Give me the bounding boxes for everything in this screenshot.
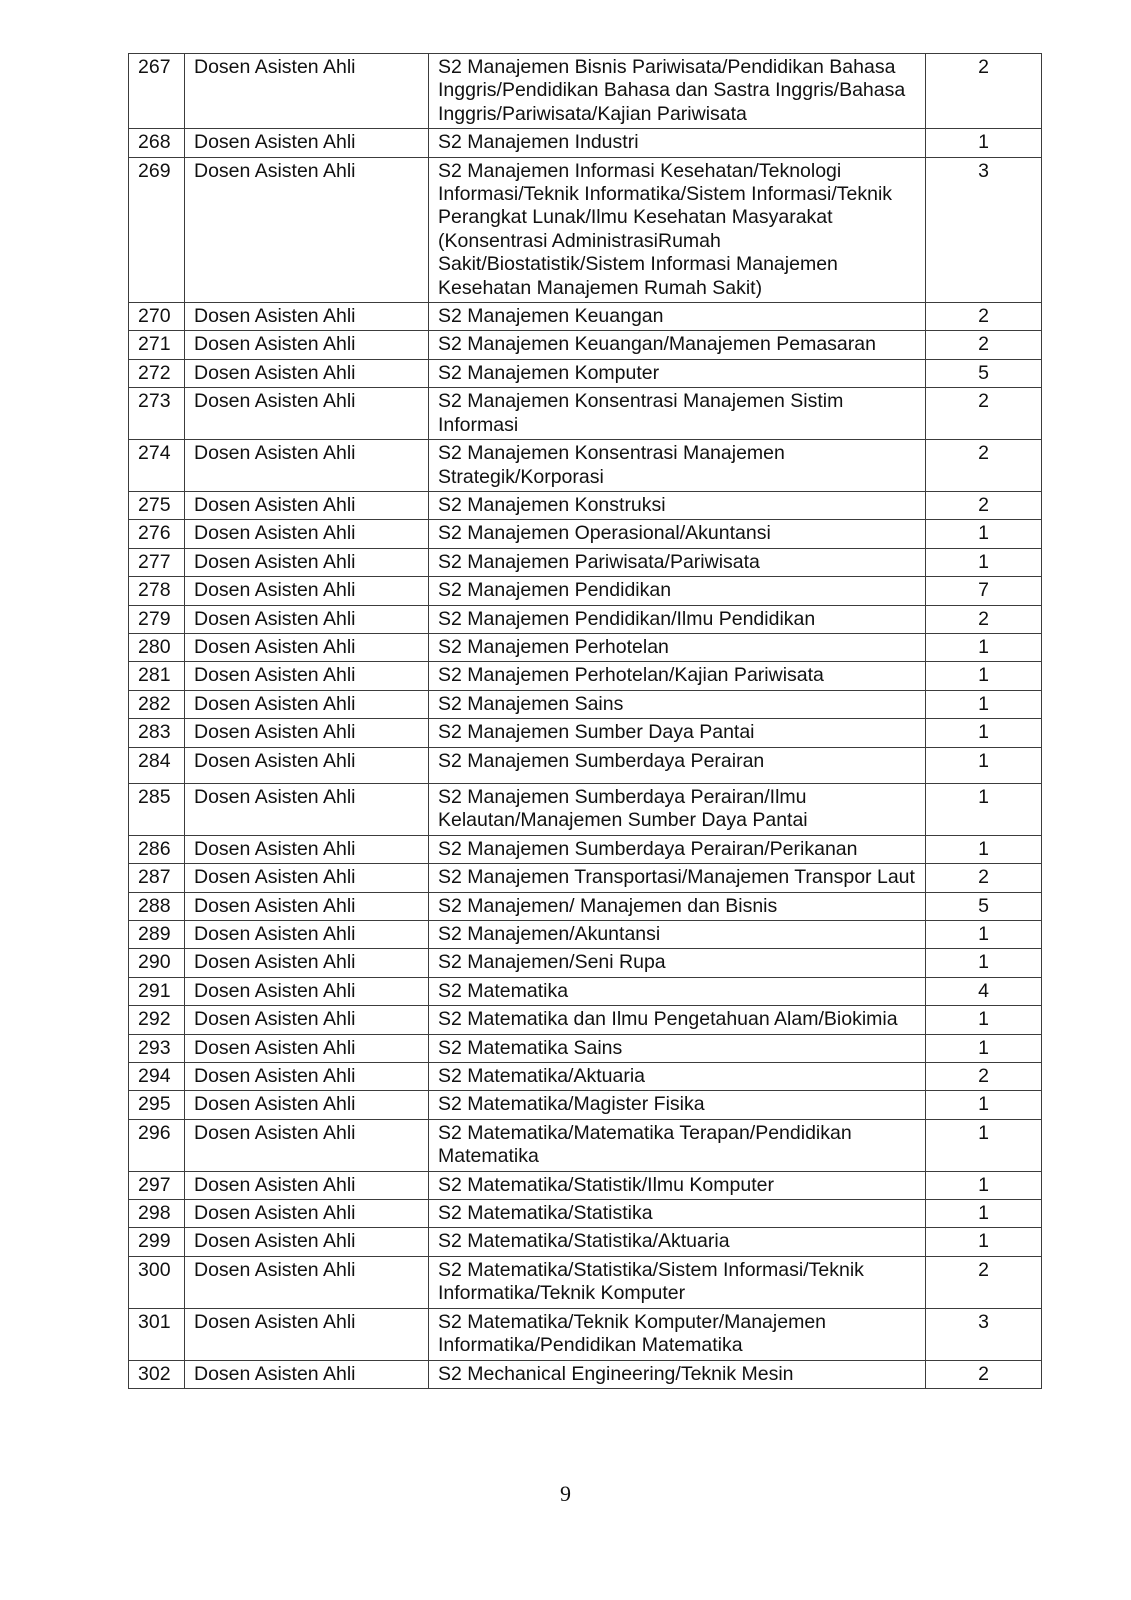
qualification-cell: S2 Manajemen Pariwisata/Pariwisata [429,548,926,576]
count-cell: 2 [926,388,1042,440]
table-row [129,1091,1042,1119]
table-row [129,577,1042,605]
row-number: 288 [129,892,185,920]
position-cell: Dosen Asisten Ahli [185,605,429,633]
row-number: 287 [129,864,185,892]
table-row [129,1119,1042,1171]
qualification-cell: S2 Manajemen/ Manajemen dan Bisnis [429,892,926,920]
row-number: 278 [129,577,185,605]
position-cell: Dosen Asisten Ahli [185,1228,429,1256]
qualification-cell: S2 Manajemen Perhotelan/Kajian Pariwisata [429,662,926,690]
table-row [129,783,1042,835]
table-row [129,719,1042,747]
qualification-cell: S2 Manajemen Industri [429,129,926,157]
row-number: 295 [129,1091,185,1119]
table-row [129,157,1042,302]
table-row [129,491,1042,519]
position-cell: Dosen Asisten Ahli [185,520,429,548]
formation-table [128,53,1042,1389]
row-number: 289 [129,921,185,949]
position-cell: Dosen Asisten Ahli [185,662,429,690]
position-cell: Dosen Asisten Ahli [185,1360,429,1388]
count-cell: 7 [926,577,1042,605]
row-number: 270 [129,303,185,331]
position-cell: Dosen Asisten Ahli [185,949,429,977]
count-cell: 5 [926,892,1042,920]
row-number: 276 [129,520,185,548]
position-cell: Dosen Asisten Ahli [185,864,429,892]
count-cell: 1 [926,1200,1042,1228]
row-number: 298 [129,1200,185,1228]
position-cell: Dosen Asisten Ahli [185,1171,429,1199]
row-number: 280 [129,633,185,661]
row-number: 268 [129,129,185,157]
row-number: 275 [129,491,185,519]
position-cell: Dosen Asisten Ahli [185,1308,429,1360]
row-number: 285 [129,783,185,835]
count-cell: 2 [926,303,1042,331]
count-cell: 2 [926,440,1042,492]
position-cell: Dosen Asisten Ahli [185,388,429,440]
count-cell: 1 [926,949,1042,977]
qualification-cell: S2 Matematika/Statistik/Ilmu Komputer [429,1171,926,1199]
position-cell: Dosen Asisten Ahli [185,783,429,835]
qualification-cell: S2 Matematika/Magister Fisika [429,1091,926,1119]
qualification-cell: S2 Matematika [429,977,926,1005]
row-number: 273 [129,388,185,440]
position-cell: Dosen Asisten Ahli [185,129,429,157]
qualification-cell: S2 Matematika/Statistika/Aktuaria [429,1228,926,1256]
qualification-cell: S2 Manajemen Sumberdaya Perairan [429,747,926,783]
row-number: 267 [129,54,185,129]
position-cell: Dosen Asisten Ahli [185,548,429,576]
row-number: 274 [129,440,185,492]
table-row [129,662,1042,690]
table-row [129,921,1042,949]
count-cell: 3 [926,157,1042,302]
row-number: 286 [129,835,185,863]
count-cell: 1 [926,129,1042,157]
row-number: 282 [129,690,185,718]
count-cell: 1 [926,1091,1042,1119]
qualification-cell: S2 Manajemen Informasi Kesehatan/Teknologi Informasi/Teknik Informatika/Sistem Informasi/Teknik Perangkat Lunak/Ilmu Kesehatan Masyarakat (Konsentrasi AdministrasiRumah Sakit/Biostatistik/Sistem Informasi Manajemen Kesehatan Manajemen Rumah Sakit) [429,157,926,302]
position-cell: Dosen Asisten Ahli [185,359,429,387]
position-cell: Dosen Asisten Ahli [185,577,429,605]
row-number: 279 [129,605,185,633]
qualification-cell: S2 Manajemen Pendidikan/Ilmu Pendidikan [429,605,926,633]
qualification-cell: S2 Manajemen/Akuntansi [429,921,926,949]
position-cell: Dosen Asisten Ahli [185,1200,429,1228]
count-cell: 1 [926,633,1042,661]
position-cell: Dosen Asisten Ahli [185,440,429,492]
table-row [129,440,1042,492]
row-number: 269 [129,157,185,302]
count-cell: 1 [926,1171,1042,1199]
row-number: 294 [129,1063,185,1091]
qualification-cell: S2 Manajemen Keuangan/Manajemen Pemasaran [429,331,926,359]
position-cell: Dosen Asisten Ahli [185,892,429,920]
count-cell: 1 [926,835,1042,863]
position-cell: Dosen Asisten Ahli [185,491,429,519]
qualification-cell: S2 Matematika/Matematika Terapan/Pendidikan Matematika [429,1119,926,1171]
count-cell: 2 [926,1256,1042,1308]
table-row [129,690,1042,718]
count-cell: 1 [926,719,1042,747]
qualification-cell: S2 Manajemen Sumber Daya Pantai [429,719,926,747]
row-number: 291 [129,977,185,1005]
qualification-cell: S2 Manajemen Pendidikan [429,577,926,605]
qualification-cell: S2 Mechanical Engineering/Teknik Mesin [429,1360,926,1388]
count-cell: 2 [926,491,1042,519]
table-row [129,1171,1042,1199]
position-cell: Dosen Asisten Ahli [185,633,429,661]
table-row [129,331,1042,359]
position-cell: Dosen Asisten Ahli [185,331,429,359]
qualification-cell: S2 Matematika/Statistika/Sistem Informasi/Teknik Informatika/Teknik Komputer [429,1256,926,1308]
table-row [129,359,1042,387]
table-row [129,54,1042,129]
qualification-cell: S2 Manajemen Konstruksi [429,491,926,519]
table-row [129,1063,1042,1091]
qualification-cell: S2 Matematika/Statistika [429,1200,926,1228]
table-row [129,520,1042,548]
qualification-cell: S2 Manajemen Sumberdaya Perairan/Perikanan [429,835,926,863]
table-row [129,835,1042,863]
position-cell: Dosen Asisten Ahli [185,1034,429,1062]
position-cell: Dosen Asisten Ahli [185,1063,429,1091]
row-number: 301 [129,1308,185,1360]
qualification-cell: S2 Manajemen Sains [429,690,926,718]
qualification-cell: S2 Manajemen Operasional/Akuntansi [429,520,926,548]
table-row [129,1200,1042,1228]
count-cell: 1 [926,1034,1042,1062]
qualification-cell: S2 Manajemen Sumberdaya Perairan/Ilmu Kelautan/Manajemen Sumber Daya Pantai [429,783,926,835]
table-row [129,977,1042,1005]
table-row [129,1360,1042,1388]
count-cell: 1 [926,548,1042,576]
position-cell: Dosen Asisten Ahli [185,977,429,1005]
count-cell: 1 [926,520,1042,548]
count-cell: 2 [926,1063,1042,1091]
table-row [129,548,1042,576]
row-number: 271 [129,331,185,359]
qualification-cell: S2 Manajemen Perhotelan [429,633,926,661]
row-number: 290 [129,949,185,977]
count-cell: 1 [926,783,1042,835]
qualification-cell: S2 Matematika/Teknik Komputer/Manajemen Informatika/Pendidikan Matematika [429,1308,926,1360]
table-row [129,388,1042,440]
table-row [129,633,1042,661]
count-cell: 1 [926,690,1042,718]
row-number: 283 [129,719,185,747]
qualification-cell: S2 Manajemen Keuangan [429,303,926,331]
count-cell: 1 [926,1006,1042,1034]
row-number: 284 [129,747,185,783]
position-cell: Dosen Asisten Ahli [185,1119,429,1171]
row-number: 297 [129,1171,185,1199]
row-number: 296 [129,1119,185,1171]
row-number: 293 [129,1034,185,1062]
table-row [129,1308,1042,1360]
count-cell: 5 [926,359,1042,387]
qualification-cell: S2 Manajemen Konsentrasi Manajemen Strategik/Korporasi [429,440,926,492]
position-cell: Dosen Asisten Ahli [185,835,429,863]
position-cell: Dosen Asisten Ahli [185,54,429,129]
count-cell: 1 [926,921,1042,949]
table-row [129,864,1042,892]
position-cell: Dosen Asisten Ahli [185,157,429,302]
count-cell: 2 [926,54,1042,129]
row-number: 272 [129,359,185,387]
table-row [129,1034,1042,1062]
position-cell: Dosen Asisten Ahli [185,921,429,949]
position-cell: Dosen Asisten Ahli [185,690,429,718]
count-cell: 2 [926,331,1042,359]
position-cell: Dosen Asisten Ahli [185,719,429,747]
table-row [129,747,1042,783]
table-row [129,129,1042,157]
qualification-cell: S2 Matematika dan Ilmu Pengetahuan Alam/Biokimia [429,1006,926,1034]
count-cell: 1 [926,662,1042,690]
qualification-cell: S2 Manajemen/Seni Rupa [429,949,926,977]
row-number: 299 [129,1228,185,1256]
qualification-cell: S2 Manajemen Transportasi/Manajemen Transpor Laut [429,864,926,892]
table-row [129,1006,1042,1034]
position-cell: Dosen Asisten Ahli [185,1256,429,1308]
count-cell: 2 [926,864,1042,892]
qualification-cell: S2 Manajemen Konsentrasi Manajemen Sistim Informasi [429,388,926,440]
row-number: 302 [129,1360,185,1388]
row-number: 281 [129,662,185,690]
table-row [129,1228,1042,1256]
count-cell: 4 [926,977,1042,1005]
count-cell: 3 [926,1308,1042,1360]
qualification-cell: S2 Matematika Sains [429,1034,926,1062]
row-number: 300 [129,1256,185,1308]
count-cell: 1 [926,1119,1042,1171]
count-cell: 2 [926,605,1042,633]
position-cell: Dosen Asisten Ahli [185,1006,429,1034]
position-cell: Dosen Asisten Ahli [185,1091,429,1119]
position-cell: Dosen Asisten Ahli [185,747,429,783]
table-body [129,54,1042,1389]
table-row [129,605,1042,633]
count-cell: 1 [926,1228,1042,1256]
row-number: 292 [129,1006,185,1034]
row-number: 277 [129,548,185,576]
qualification-cell: S2 Manajemen Komputer [429,359,926,387]
table-row [129,1256,1042,1308]
table-row [129,949,1042,977]
position-cell: Dosen Asisten Ahli [185,303,429,331]
count-cell: 2 [926,1360,1042,1388]
qualification-cell: S2 Matematika/Aktuaria [429,1063,926,1091]
table-row [129,303,1042,331]
qualification-cell: S2 Manajemen Bisnis Pariwisata/Pendidikan Bahasa Inggris/Pendidikan Bahasa dan Sastra Inggris/Bahasa Inggris/Pariwisata/Kajian Pariwisata [429,54,926,129]
page-number: 9 [560,1481,571,1506]
table-row [129,892,1042,920]
count-cell: 1 [926,747,1042,783]
